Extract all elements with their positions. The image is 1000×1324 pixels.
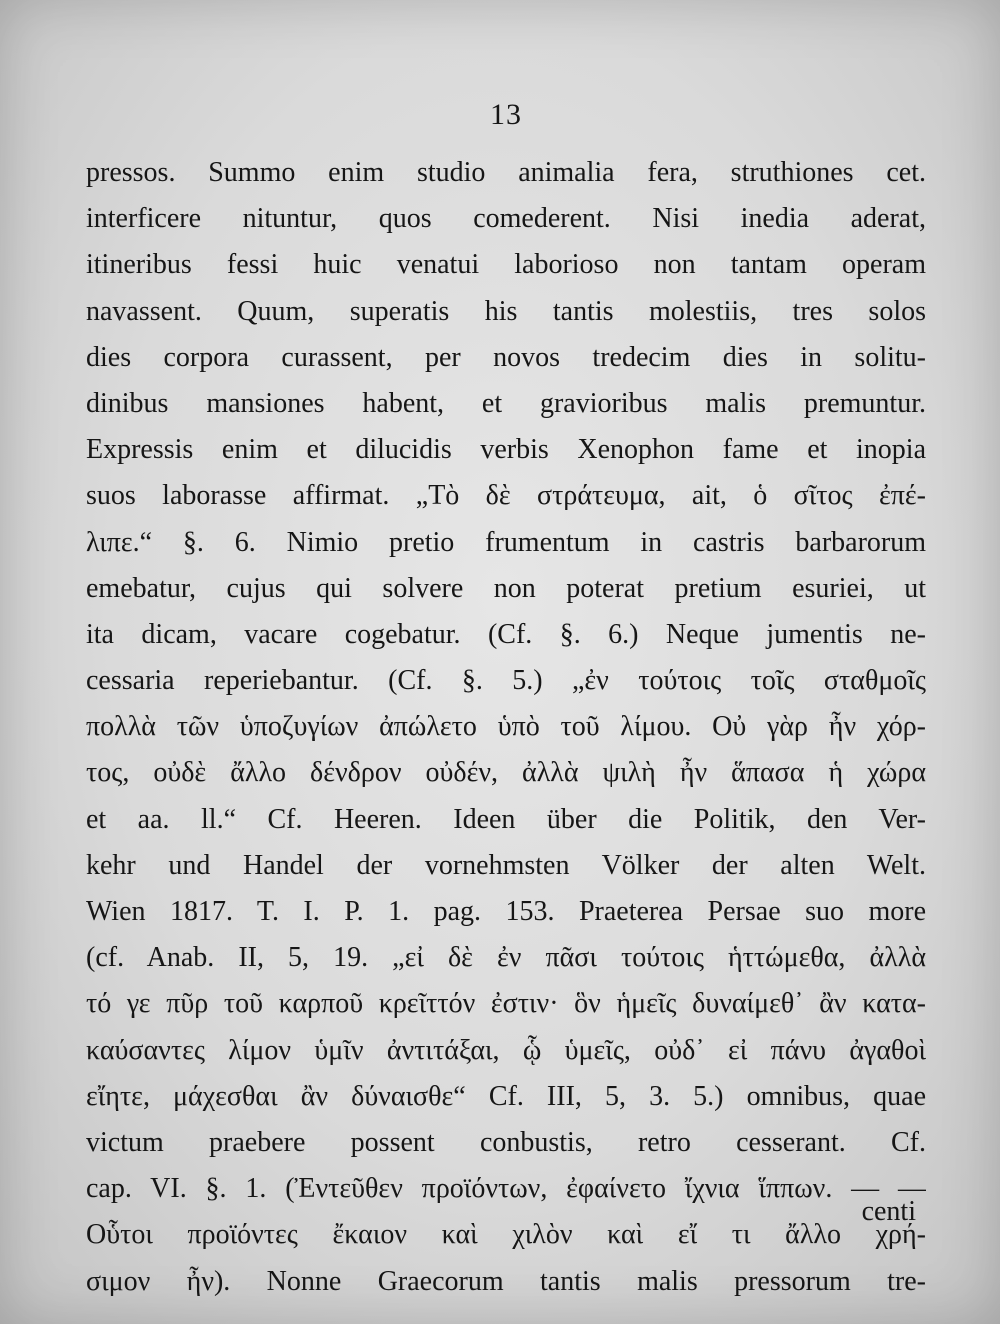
text-line: εἴητε, μάχεσθαι ἂν δύναισθε“ Cf. III, 5, 3. 5.) omnibus, quae [86,1080,926,1112]
catchword: centi [861,1196,916,1227]
text-line: σιμον ἦν). Nonne Graecorum tantis malis pressorum tre- [86,1265,926,1297]
text-line: Expressis enim et dilucidis verbis Xenophon fame et inopia [86,434,926,466]
text-line: emebatur, cujus qui solvere non poterat pretium esuriei, ut [86,572,926,604]
text-line: pressos. Summo enim studio animalia fera, struthiones cet. [86,157,926,188]
text-line: dinibus mansiones habent, et gravioribus malis premuntur. [86,387,926,419]
body-text [86,150,926,1305]
text-line: suos laborasse affirmat. „Τὸ δὲ στράτευμα, ait, ὁ σῖτος ἐπέ- [86,480,926,512]
text-line: (cf. Anab. II, 5, 19. „εἰ δὲ ἐν πᾶσι τούτοις ἡττώμεθα, ἀλλὰ [86,942,926,974]
text-line: dies corpora curassent, per novos tredecim dies in solitu- [86,341,926,373]
text-line: victum praebere possent conbustis, retro cesserant. Cf. [86,1126,926,1158]
text-line: interficere nituntur, quos comederent. Nisi inedia aderat, [86,203,926,235]
text-line: λιπε.“ §. 6. Nimio pretio frumentum in castris barbarorum [86,526,926,558]
text-line: πολλὰ τῶν ὑποζυγίων ἀπώλετο ὑπὸ τοῦ λίμου. Οὐ γὰρ ἦν χόρ- [86,711,926,743]
page-number: 13 [490,98,522,131]
text-line: kehr und Handel der vornehmsten Völker der alten Welt. [86,849,926,881]
text-line: cap. VI. §. 1. (Ἐντεῦθεν προϊόντων, ἐφαίνετο ἴχνια ἵππων. — — [86,1173,926,1205]
text-line: navassent. Quum, superatis his tantis molestiis, tres solos [86,295,926,327]
text-line: Οὗτοι προϊόντες ἔκαιον καὶ χιλὸν καὶ εἴ τι ἄλλο χρή- [86,1219,926,1251]
text-line: καύσαντες λίμον ὑμῖν ἀντιτάξαι, ᾧ ὑμεῖς, οὐδ᾽ εἰ πάνυ ἀγαθοὶ [86,1034,926,1066]
text-line: τό γε πῦρ τοῦ καρποῦ κρεῖττόν ἐστιν· ὃν ἡμεῖς δυναίμεθ᾽ ἂν κατα- [86,988,926,1020]
text-line: Wien 1817. T. I. P. 1. pag. 153. Praeterea Persae suo more [86,896,926,927]
text-line: τος, οὐδὲ ἄλλο δένδρον οὐδέν, ἀλλὰ ψιλὴ ἦν ἅπασα ἡ χώρα [86,757,926,789]
text-line: ita dicam, vacare cogebatur. (Cf. §. 6.) Neque jumentis ne- [86,618,926,650]
text-line: et aa. ll.“ Cf. Heeren. Ideen über die Politik, den Ver- [86,803,926,835]
text-line: itineribus fessi huic venatui laborioso non tantam operam [86,249,926,281]
text-line: cessaria reperiebantur. (Cf. §. 5.) „ἐν τούτοις τοῖς σταθμοῖς [86,665,926,697]
